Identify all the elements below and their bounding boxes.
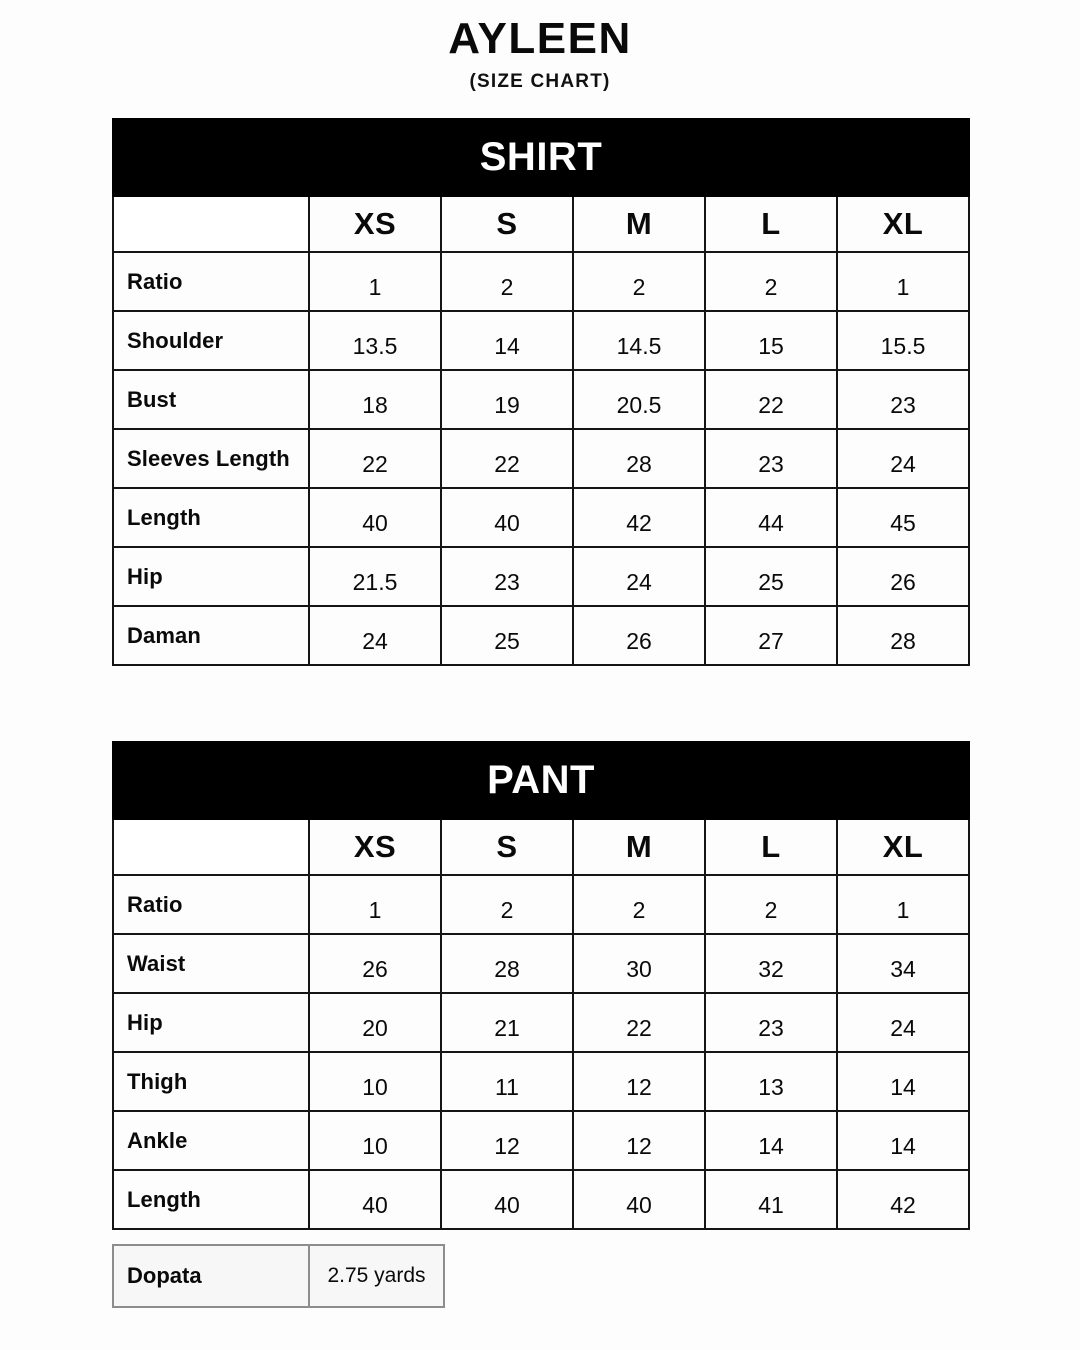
pant-header-xs: XS [309,819,441,875]
table-row [113,311,969,370]
pant-ankle-xs: 10 [309,1111,441,1170]
shirt-daman-l: 27 [705,606,837,665]
shirt-header-m: M [573,196,705,252]
dopata-table [112,1244,445,1308]
shirt-ratio-xl: 1 [837,252,969,311]
shirt-ratio-l: 2 [705,252,837,311]
pant-waist-s: 28 [441,934,573,993]
pant-title-row [113,742,969,819]
header-block [0,0,1080,93]
shirt-hip-l: 25 [705,547,837,606]
shirt-sleeves-xs: 22 [309,429,441,488]
pant-thigh-s: 11 [441,1052,573,1111]
pant-ankle-s: 12 [441,1111,573,1170]
pant-ankle-m: 12 [573,1111,705,1170]
shirt-row-label-hip: Hip [113,547,309,606]
dopata-wrapper [112,1244,968,1308]
shirt-bust-s: 19 [441,370,573,429]
pant-ratio-xs: 1 [309,875,441,934]
shirt-daman-m: 26 [573,606,705,665]
page-subtitle: (SIZE CHART) [469,71,611,93]
shirt-row-label-bust: Bust [113,370,309,429]
shirt-header-s: S [441,196,573,252]
pant-row-label-ratio: Ratio [113,875,309,934]
shirt-daman-xs: 24 [309,606,441,665]
shirt-row-label-shoulder: Shoulder [113,311,309,370]
shirt-shoulder-l: 15 [705,311,837,370]
shirt-table-wrapper [112,118,968,666]
shirt-bust-xl: 23 [837,370,969,429]
shirt-title-row [113,119,969,196]
table-row [113,875,969,934]
pant-waist-m: 30 [573,934,705,993]
pant-row-label-length: Length [113,1170,309,1229]
shirt-row-label-sleeves-length: Sleeves Length [113,429,309,488]
shirt-shoulder-xl: 15.5 [837,311,969,370]
table-row [113,1170,969,1229]
pant-thigh-l: 13 [705,1052,837,1111]
shirt-sleeves-l: 23 [705,429,837,488]
pant-row-label-waist: Waist [113,934,309,993]
shirt-title-band: SHIRT [113,119,969,196]
shirt-header-blank [113,196,309,252]
pant-ankle-l: 14 [705,1111,837,1170]
shirt-shoulder-s: 14 [441,311,573,370]
shirt-size-table [112,118,970,666]
shirt-length-l: 44 [705,488,837,547]
pant-row-label-hip: Hip [113,993,309,1052]
shirt-daman-xl: 28 [837,606,969,665]
pant-hip-xs: 20 [309,993,441,1052]
shirt-ratio-s: 2 [441,252,573,311]
shirt-row-label-ratio: Ratio [113,252,309,311]
shirt-ratio-xs: 1 [309,252,441,311]
pant-header-xl: XL [837,819,969,875]
table-row [113,1245,444,1307]
pant-ratio-l: 2 [705,875,837,934]
pant-length-l: 41 [705,1170,837,1229]
shirt-header-xl: XL [837,196,969,252]
pant-header-blank [113,819,309,875]
pant-header-l: L [705,819,837,875]
table-row [113,1111,969,1170]
table-row [113,1052,969,1111]
pant-length-m: 40 [573,1170,705,1229]
pant-ratio-xl: 1 [837,875,969,934]
pant-header-m: M [573,819,705,875]
pant-thigh-xl: 14 [837,1052,969,1111]
pant-hip-xl: 24 [837,993,969,1052]
shirt-hip-m: 24 [573,547,705,606]
pant-title-band: PANT [113,742,969,819]
shirt-row-label-daman: Daman [113,606,309,665]
table-row [113,993,969,1052]
pant-ratio-m: 2 [573,875,705,934]
shirt-sleeves-xl: 24 [837,429,969,488]
shirt-sleeves-m: 28 [573,429,705,488]
pant-row-label-ankle: Ankle [113,1111,309,1170]
shirt-length-xl: 45 [837,488,969,547]
table-row [113,488,969,547]
table-row [113,606,969,665]
shirt-ratio-m: 2 [573,252,705,311]
shirt-shoulder-xs: 13.5 [309,311,441,370]
pant-ankle-xl: 14 [837,1111,969,1170]
pant-hip-m: 22 [573,993,705,1052]
dopata-value: 2.75 yards [309,1245,444,1307]
pant-size-table [112,741,970,1230]
shirt-header-xs: XS [309,196,441,252]
pant-hip-l: 23 [705,993,837,1052]
dopata-label: Dopata [113,1245,309,1307]
shirt-row-label-length: Length [113,488,309,547]
page-title: AYLEEN [448,14,632,63]
shirt-shoulder-m: 14.5 [573,311,705,370]
shirt-hip-s: 23 [441,547,573,606]
pant-header-s: S [441,819,573,875]
pant-thigh-xs: 10 [309,1052,441,1111]
table-row [113,934,969,993]
pant-length-xs: 40 [309,1170,441,1229]
shirt-daman-s: 25 [441,606,573,665]
table-row [113,547,969,606]
table-row [113,429,969,488]
pant-waist-l: 32 [705,934,837,993]
table-row [113,370,969,429]
pant-ratio-s: 2 [441,875,573,934]
pant-waist-xs: 26 [309,934,441,993]
pant-length-xl: 42 [837,1170,969,1229]
shirt-bust-xs: 18 [309,370,441,429]
pant-table-wrapper [112,741,968,1230]
shirt-bust-m: 20.5 [573,370,705,429]
pant-hip-s: 21 [441,993,573,1052]
shirt-length-m: 42 [573,488,705,547]
pant-length-s: 40 [441,1170,573,1229]
shirt-hip-xs: 21.5 [309,547,441,606]
shirt-length-xs: 40 [309,488,441,547]
pant-column-header-row [113,819,969,875]
shirt-header-l: L [705,196,837,252]
table-row [113,252,969,311]
pant-row-label-thigh: Thigh [113,1052,309,1111]
shirt-hip-xl: 26 [837,547,969,606]
shirt-length-s: 40 [441,488,573,547]
pant-waist-xl: 34 [837,934,969,993]
shirt-column-header-row [113,196,969,252]
shirt-sleeves-s: 22 [441,429,573,488]
shirt-bust-l: 22 [705,370,837,429]
pant-thigh-m: 12 [573,1052,705,1111]
